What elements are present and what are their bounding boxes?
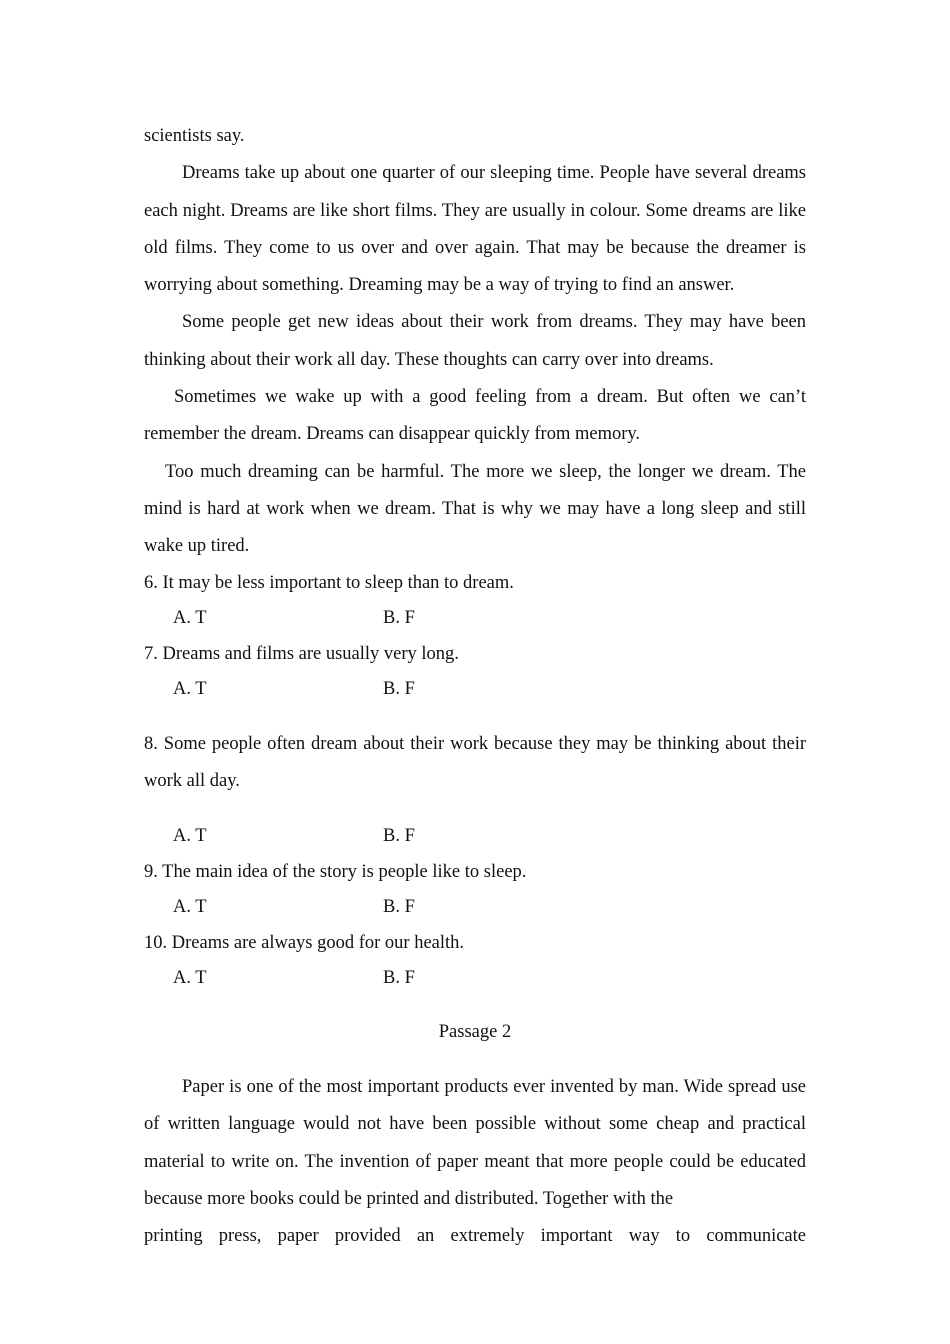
question-6 — [144, 566, 806, 637]
answer-options — [144, 961, 806, 997]
passage1-paragraph-1: Dreams take up about one quarter of our sleeping time. People have several dreams each night. Dreams are like short films. They are usually in colour. Some dreams are like old films. They come to us over and over again. That may be because the dreamer is worrying about something. Dreaming may be a way of trying to find an answer. — [144, 163, 806, 296]
passage1-paragraph-2: Some people get new ideas about their work from dreams. They may have been thinking about their work all day. These thoughts can carry over into dreams. — [144, 312, 806, 370]
answer-options — [144, 890, 806, 926]
answer-options — [144, 819, 806, 855]
question-text: 6. It may be less important to sleep than to dream. — [144, 572, 514, 593]
question-text: 10. Dreams are always good for our health. — [144, 932, 465, 953]
question-7 — [144, 637, 806, 708]
option-a[interactable]: A. T — [173, 826, 207, 847]
passage1-paragraph-4: Too much dreaming can be harmful. The more we sleep, the longer we dream. The mind is hard at work when we dream. That is why we may have a long sleep and still wake up tired. — [144, 461, 806, 557]
passage2-heading: Passage 2 — [438, 1022, 512, 1043]
document-page — [144, 118, 806, 1256]
passage2-paragraph-1-last-line: printing press, paper provided an extremely important way to communicate — [144, 1226, 806, 1247]
question-text: 9. The main idea of the story is people like to sleep. — [144, 861, 527, 882]
option-b[interactable]: B. F — [383, 968, 415, 989]
question-text: 7. Dreams and films are usually very long. — [144, 643, 459, 664]
option-a[interactable]: A. T — [173, 679, 207, 700]
option-b[interactable]: B. F — [383, 826, 415, 847]
question-10 — [144, 926, 806, 997]
question-8 — [144, 726, 806, 855]
option-a[interactable]: A. T — [173, 968, 207, 989]
passage1-paragraph-3: Sometimes we wake up with a good feeling from a dream. But often we can’t remember the dream. Dreams can disappear quickly from memory. — [144, 387, 806, 445]
passage1-continuation: scientists say. — [144, 126, 245, 146]
question-9 — [144, 855, 806, 926]
passage2-paragraph-1: Paper is one of the most important products ever invented by man. Wide spread use of written language would not have been possible without some cheap and practical material to write on. The invention of paper meant that more people could be educated because more books could be printed and distributed. Together with the — [144, 1077, 806, 1210]
option-b[interactable]: B. F — [383, 679, 415, 700]
answer-options — [144, 672, 806, 708]
option-b[interactable]: B. F — [383, 608, 415, 629]
question-text: 8. Some people often dream about their work because they may be thinking about their work all day. — [144, 734, 806, 792]
answer-options — [144, 601, 806, 637]
option-a[interactable]: A. T — [173, 608, 207, 629]
option-b[interactable]: B. F — [383, 897, 415, 918]
option-a[interactable]: A. T — [173, 897, 207, 918]
